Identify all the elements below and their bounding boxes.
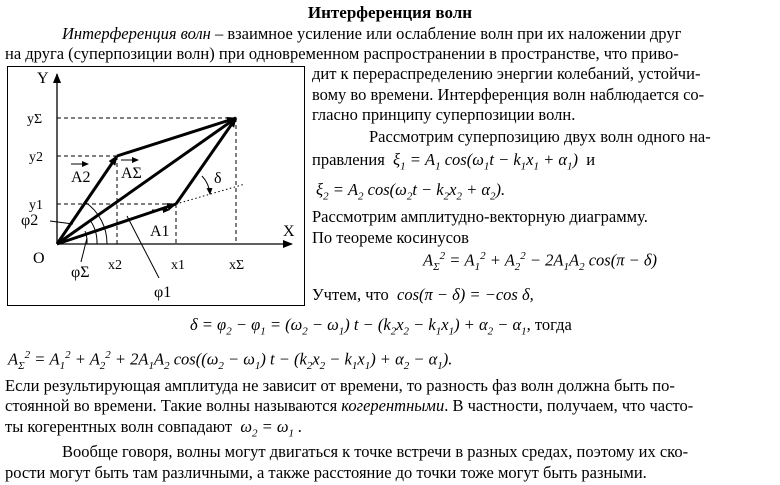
vector-a2-parallel [176,118,236,204]
equation-cos-identity: cos(π − δ) = −cos δ, [392,285,534,304]
p3-line-3 [5,417,302,443]
label-origin: O [33,250,45,267]
label-x2: x2 [108,258,122,273]
label-a1: A1 [150,223,170,240]
p2-line-3: Рассмотрим амплитудно-векторную диаграмму. [312,207,648,226]
p2-line-5 [312,285,534,305]
label-phi2: φ2 [21,212,39,229]
term-coherent: когерентными [341,396,445,415]
p1-l1-text: – взаимное усиление или ослабление волн при их наложении друг [210,24,682,43]
label-x-sigma: xΣ [229,258,245,273]
equation-xi2: $\xi_2 = A_2$ $\cos(\omega_2t - k_2x_2 + \alpha_2)$. [316,180,506,203]
p2-l5-text: Учтем, что [312,285,389,304]
page-title: Интерференция волн [307,3,473,22]
p3-l3-text: ты когерентных волн совпадают [5,417,233,436]
p1-line-3: дит к перераспределению энергии колебаний, устойчи- [312,64,701,83]
label-a-sigma: AΣ [121,165,142,182]
p4-line-1: Вообще говоря, волны могут двигаться к точке встречи в разных средах, поэтому их ско- [62,442,689,461]
label-delta: δ [214,170,222,187]
p1-line-2: на друга (суперпозиции волн) при одновременном распространении в пространстве, что приво- [5,44,679,63]
phi-sigma-pointer [81,238,87,262]
p2-l2-prefix: правления [312,150,385,169]
term-interference: Интерференция волн [62,24,211,43]
p3-l2a: стоянной во времени. Такие волны называются [5,396,342,415]
vector-a1-parallel [117,118,236,156]
vector-diagram [7,66,305,306]
label-phi-sigma: φΣ [71,264,90,281]
diagram-frame [8,67,305,306]
label-a2: A2 [71,169,91,186]
equation-omega: $\omega_2 = \omega_1$ . [232,417,303,440]
p2-line-1: Рассмотрим суперпозицию двух волн одного на- [369,127,711,146]
label-y2: y2 [29,150,43,165]
equation-xi1: $\xi_1 = A_1$ $\cos(\omega_1t - k_1x_1 + \alpha_1)$ [388,150,583,173]
p2-l2-suffix: и [586,150,596,169]
label-phi1: φ1 [154,284,172,301]
p2-line-4: По теореме косинусов [312,228,469,247]
p1-line-1 [62,24,681,44]
arc-delta [202,176,210,194]
label-axis-x: X [283,223,295,240]
p3-line-2 [5,396,693,416]
equation-cosine-law: $A_\Sigma^2 = A_1^2 + A_2^2 - 2A_1A_2$ cos(π − δ) [423,250,658,273]
label-y1: y1 [29,198,43,213]
equation-delta: $\delta = \varphi_2 - \varphi_1 = (\omega_2 - \omega_1) t - (k_2x_2 - k_1x_1) + \alpha_2 - \alpha_1$, тогда [190,315,572,338]
p1-line-4: вому во времени. Интерференция волн наблюдается со- [312,85,705,104]
p2-tail: , тогда [526,315,572,334]
equation-a-sigma: $A_\Sigma^2 = A_1^2 + A_2^2 + 2A_1A_2$ $\cos((\omega_2 - \omega_1) t - (k_2x_2 - k_1x_1) + \alpha_2 - \alpha_1)$. [8,349,453,372]
label-y-sigma: yΣ [27,112,43,127]
label-x1: x1 [171,258,185,273]
p1-line-5: гласно принципу суперпозиции волн. [312,105,576,124]
phi2-pointer [50,221,73,224]
p3-l2b: . В частности, получаем, что часто- [444,396,694,415]
label-axis-y: Y [37,70,49,87]
p2-line-2 [312,150,595,176]
p3-line-1: Если результирующая амплитуда не зависит от времени, то разность фаз волн должна быть по- [5,376,675,395]
p4-line-2: рости могут быть там различными, а также расстояние до точки тоже могут быть разными. [5,463,647,482]
